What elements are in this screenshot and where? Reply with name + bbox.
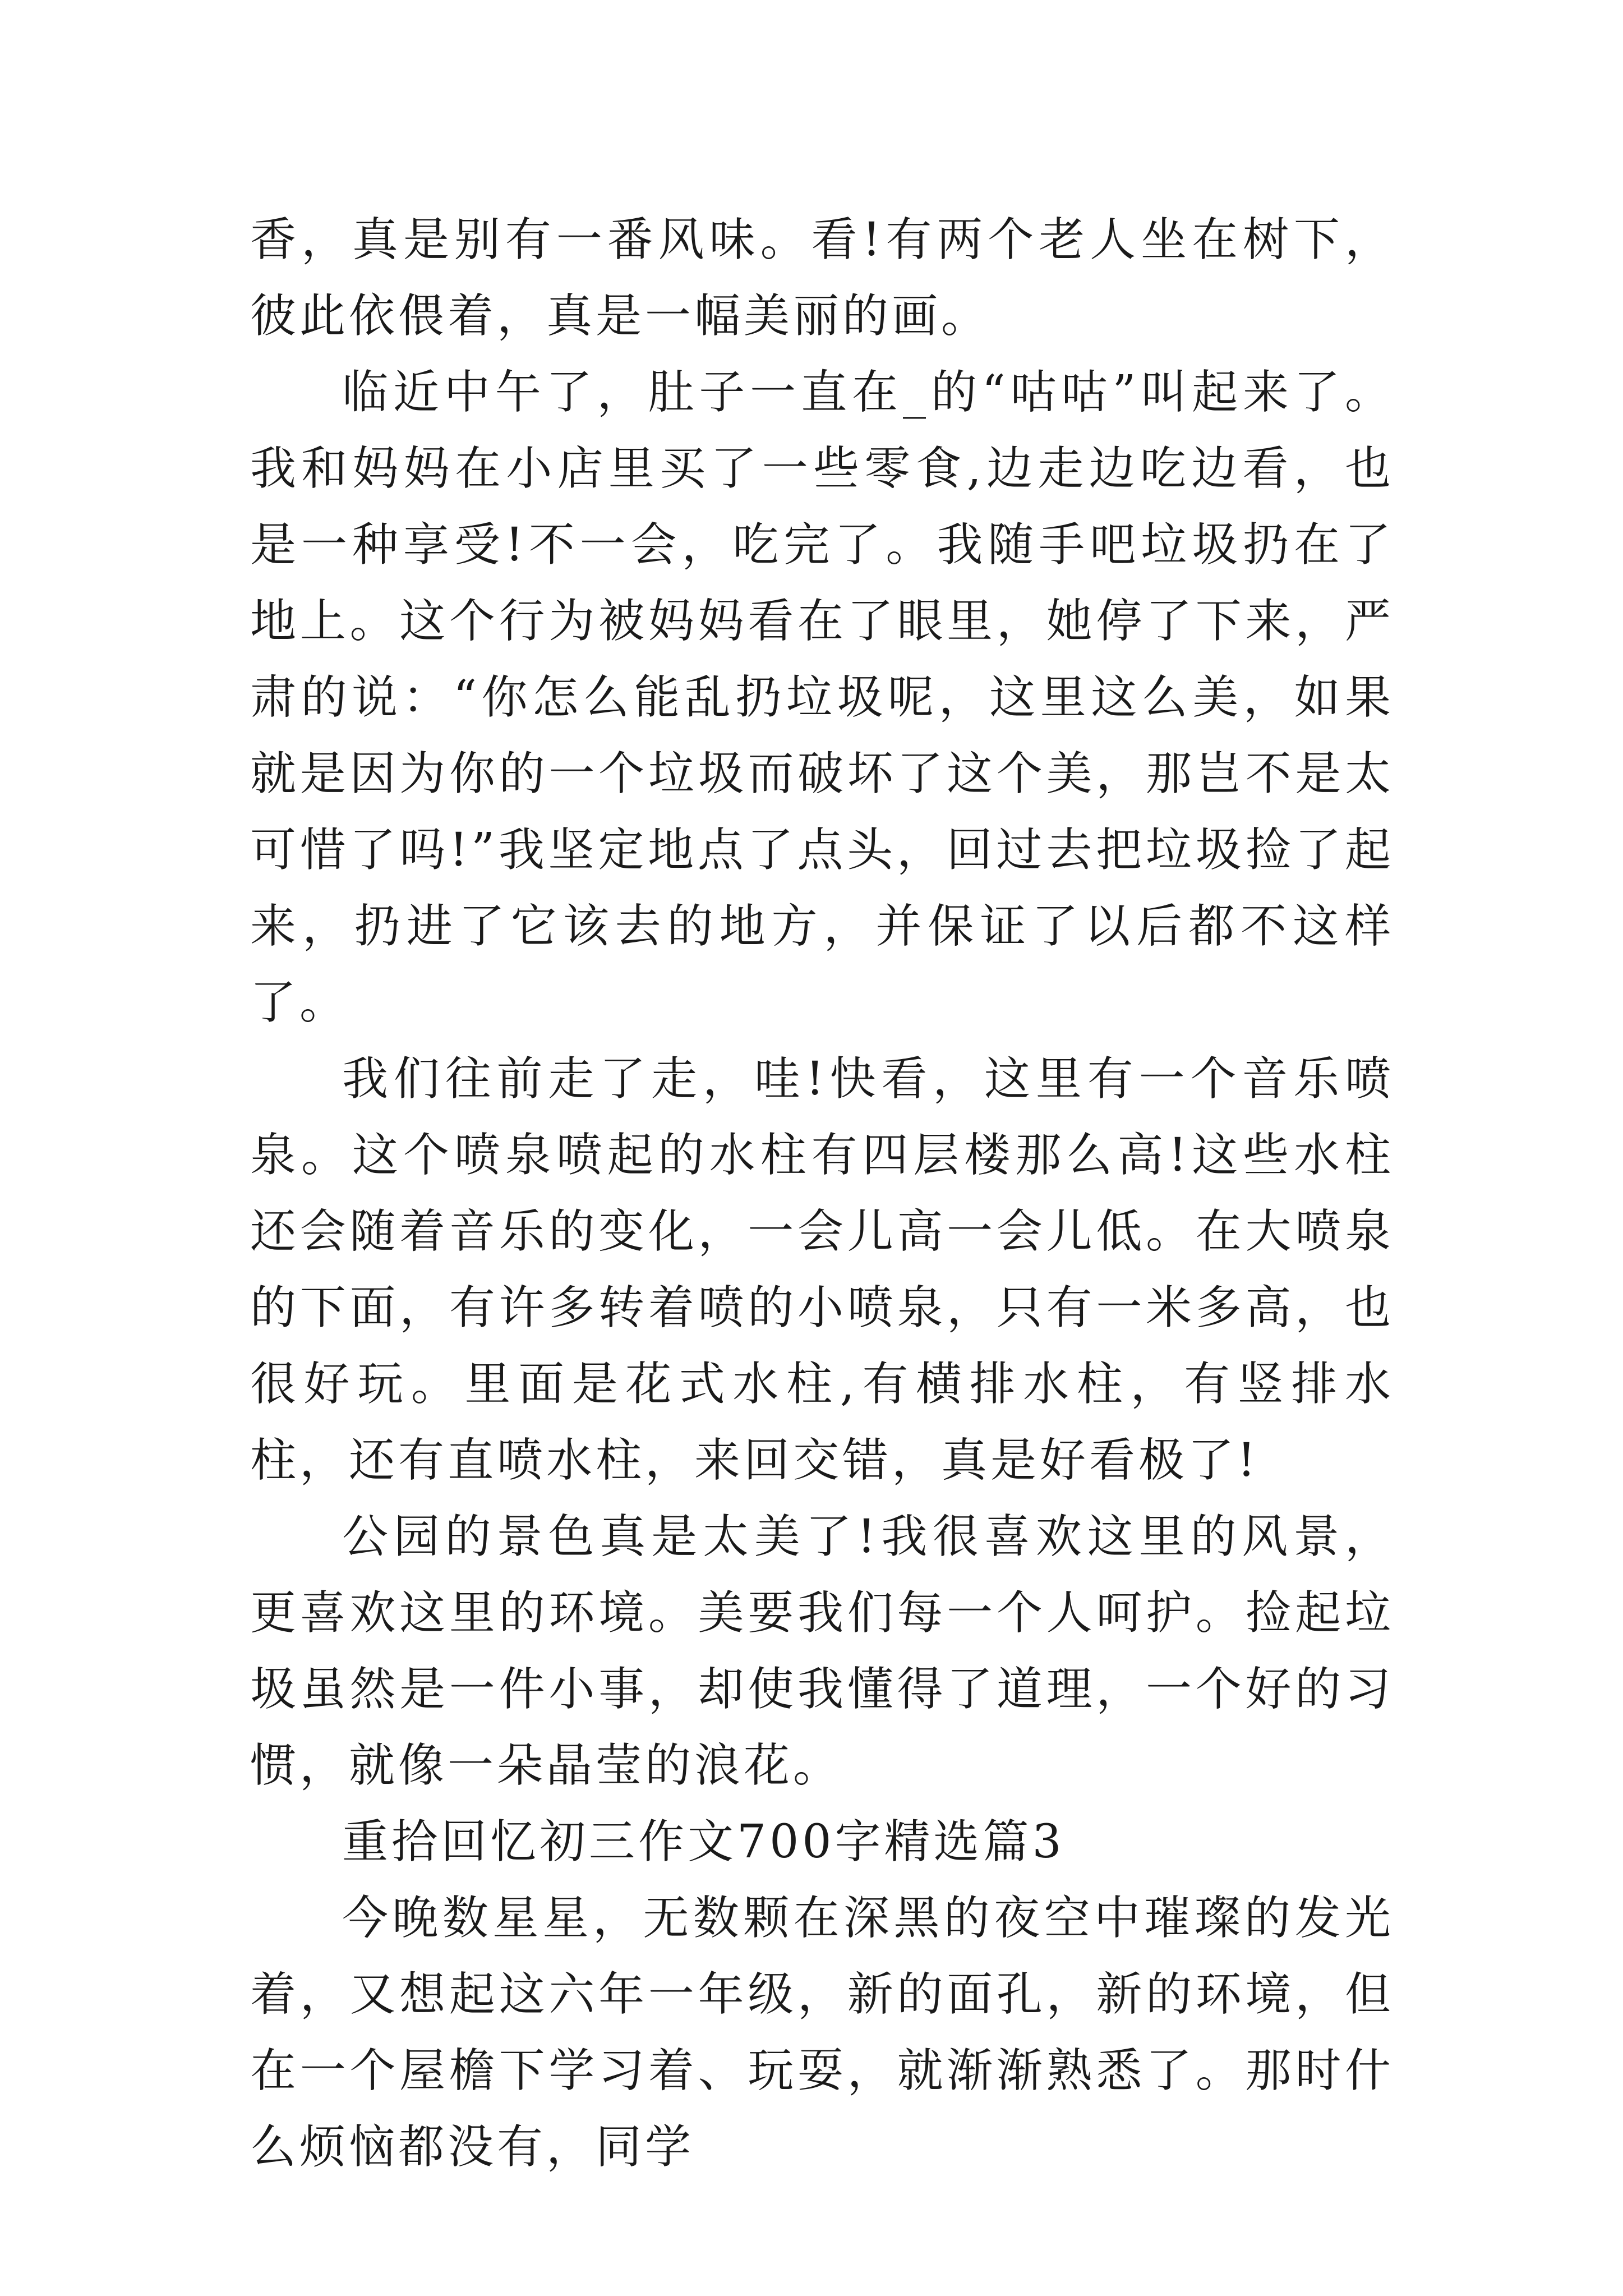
paragraph-5: 今晚数星星，无数颗在深黑的夜空中璀璨的发光着，又想起这六年一年级，新的面孔，新的环境，但在一个屋檐下学习着、玩耍，就渐渐熟悉了。那时什么烦恼都没有，同学 (250, 1892, 1394, 2174)
paragraph-2: 临近中午了，肚子一直在_的“咕咕”叫起来了。我和妈妈在小店里买了一些零食,边走边吃边看，也是一种享受!不一会，吃完了。我随手吧垃圾扔在了地上。这个行为被妈妈看在了眼里，她停了下来，严肃的说：“你怎么能乱扔垃圾呢，这里这么美，如果就是因为你的一个垃圾而破坏了这个美，那岂不是太可惜了吗!”我坚定地点了点头，回过去把垃圾捡了起来，扔进了它该去的地方，并保证了以后都不这样了。 (250, 366, 1394, 1029)
section-heading: 重拾回忆初三作文700字精选篇3 (342, 1815, 1065, 1869)
paragraph-3: 我们往前走了走，哇!快看，这里有一个音乐喷泉。这个喷泉喷起的水柱有四层楼那么高!这些水柱还会随着音乐的变化，一会儿高一会儿低。在大喷泉的下面，有许多转着喷的小喷泉，只有一米多高，也很好玩。里面是花式水柱,有横排水柱，有竖排水柱，还有直喷水柱，来回交错，真是好看极了! (250, 1052, 1394, 1487)
document-body (250, 202, 1394, 2185)
paragraph-1: 香，真是别有一番风味。看!有两个老人坐在树下，彼此依偎着，真是一幅美丽的画。 (250, 213, 1394, 343)
paragraph-4: 公园的景色真是太美了!我很喜欢这里的风景，更喜欢这里的环境。美要我们每一个人呵护。捡起垃圾虽然是一件小事，却使我懂得了道理，一个好的习惯，就像一朵晶莹的浪花。 (250, 1510, 1394, 1792)
